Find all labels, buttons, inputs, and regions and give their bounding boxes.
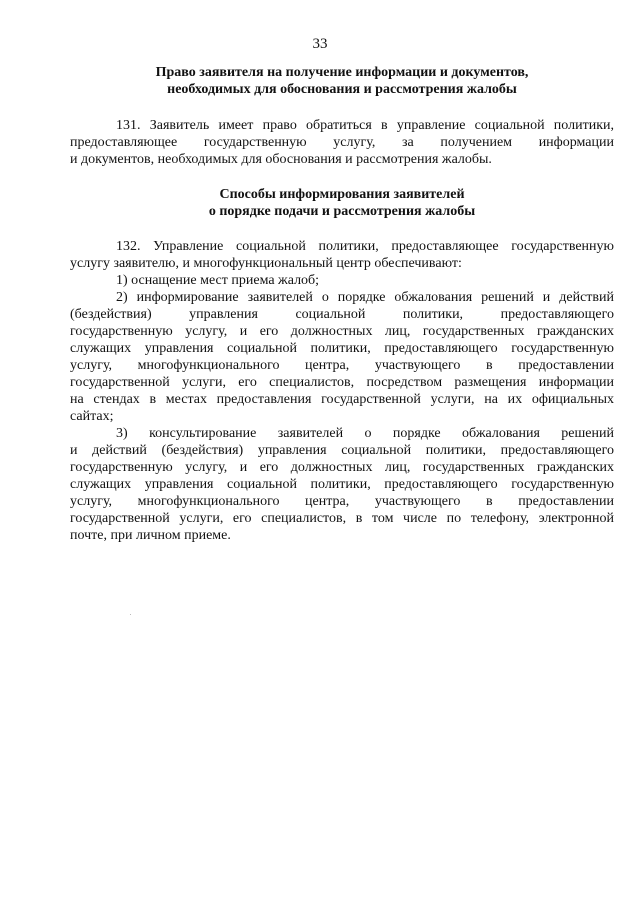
paragraph-line: государственную услугу, и его должностных лиц, государственных гражданских [70,324,614,339]
paragraph-line: 3) консультирование заявителей о порядке обжалования решений [116,426,614,441]
section-2-heading-line: о порядке подачи и рассмотрения жалобы [208,204,476,219]
paragraph-131 [70,117,614,168]
list-item-1 [70,272,614,289]
paragraph-line: 1) оснащение мест приема жалоб; [116,273,320,288]
paragraph-line: услугу заявителю, и многофункциональный центр обеспечивают: [70,256,462,271]
list-item-3 [70,425,614,544]
paragraph-line: и документов, необходимых для обоснования и рассмотрения жалобы. [70,152,492,167]
paragraph-line: на стендах в местах предоставления государственной услуги, на их официальных [70,392,614,407]
paragraph-line: служащих управления социальной политики, предоставляющего государственную [70,341,614,356]
section-2-heading-line: Способы информирования заявителей [219,187,465,202]
section-2-heading [70,186,614,220]
paragraph-line: услугу, многофункционального центра, участвующего в предоставлении [70,494,614,509]
paragraph-132-intro [70,238,614,272]
paragraph-line: государственной услуги, его специалистов, в том числе по телефону, электронной [70,511,614,526]
section-1-heading-line: необходимых для обоснования и рассмотрения жалобы [167,82,517,97]
paragraph-line: предоставляющее государственную услугу, за получением информации [70,135,614,150]
section-1-heading [70,64,614,98]
paragraph-line: государственную услугу, и его должностных лиц, государственных гражданских [70,460,614,475]
paragraph-line: (бездействия) управления социальной политики, предоставляющего [70,307,614,322]
paragraph-line: услугу, многофункционального центра, участвующего в предоставлении [70,358,614,373]
paragraph-line: 132. Управление социальной политики, предоставляющее государственную [116,239,614,254]
paragraph-line: почте, при личном приеме. [70,528,231,543]
scan-speck [130,614,131,615]
section-1-heading-line: Право заявителя на получение информации и документов, [155,65,529,80]
list-item-2 [70,289,614,425]
page-number: 33 [312,36,328,52]
paragraph-line: государственной услуги, его специалистов, посредством размещения информации [70,375,614,390]
paragraph-line: служащих управления социальной политики, предоставляющего государственную [70,477,614,492]
paragraph-line: 2) информирование заявителей о порядке обжалования решений и действий [116,290,614,305]
paragraph-line: 131. Заявитель имеет право обратиться в управление социальной политики, [116,118,614,133]
paragraph-line: и действий (бездействия) управления социальной политики, предоставляющего [70,443,614,458]
paragraph-132 [70,238,614,544]
paragraph-line: сайтах; [70,409,114,424]
